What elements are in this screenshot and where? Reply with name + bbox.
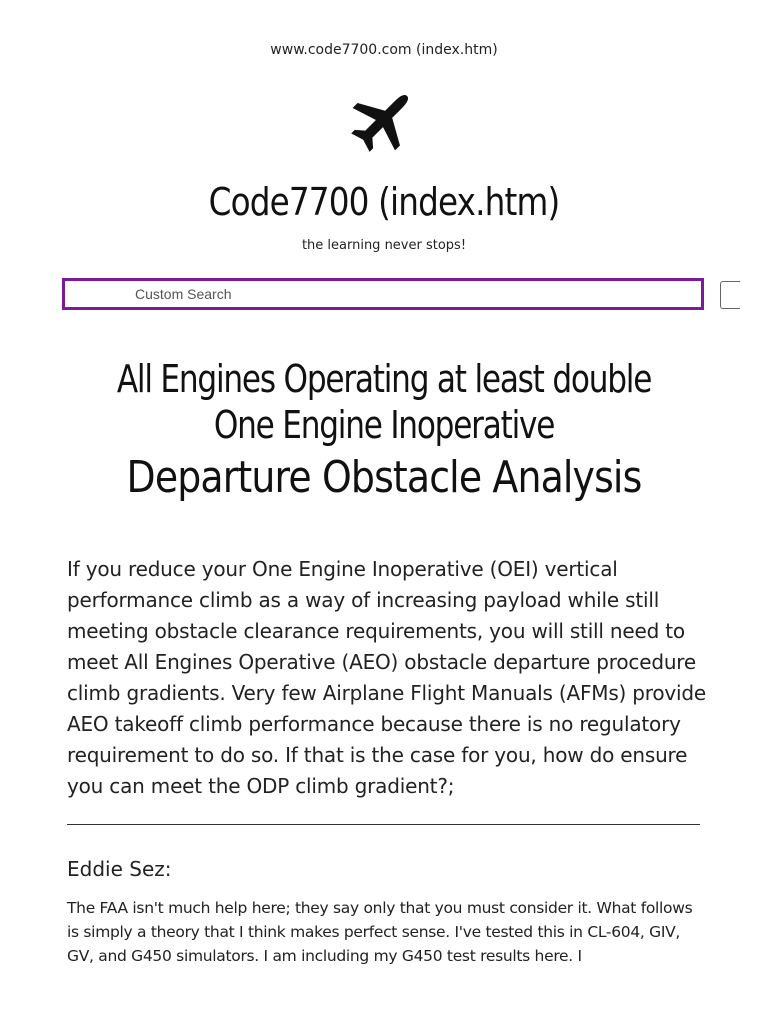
site-title[interactable]: Code7700 (index.htm) (208, 180, 560, 224)
section-divider (67, 824, 700, 825)
airplane-icon (346, 84, 420, 156)
site-url-link[interactable]: www.code7700.com (index.htm) (270, 42, 498, 58)
search-button[interactable] (720, 281, 740, 309)
page-subtitle: Departure Obstacle Analysis (126, 452, 642, 503)
body-paragraph: The FAA isn't much help here; they say only that you must consider it. What follows is simply a theory that I think makes perfect sense. I've tested this in CL-604, GIV, GV, and G450 simulators. I am including my G450 test results here. I (67, 899, 693, 965)
site-tagline: the learning never stops! (301, 238, 467, 253)
search-input[interactable] (135, 281, 695, 307)
page-title: All Engines Operating at least double One Engine Inoperative (116, 357, 652, 447)
section-heading: Eddie Sez: (67, 857, 172, 881)
search-box[interactable] (62, 278, 704, 310)
intro-paragraph: If you reduce your One Engine Inoperative (OEI) vertical performance climb as a way of increasing payload while still meeting obstacle clearance requirements, you will still need to meet All Engines Operative (AEO) obstacle departure procedure climb gradients. Very few Airplane Flight Manuals (AFMs) provide AEO takeoff climb performance because there is no regulatory requirement to do so. If that is the case for you, how do ensure you can meet the ODP climb gradient?; (67, 557, 707, 798)
